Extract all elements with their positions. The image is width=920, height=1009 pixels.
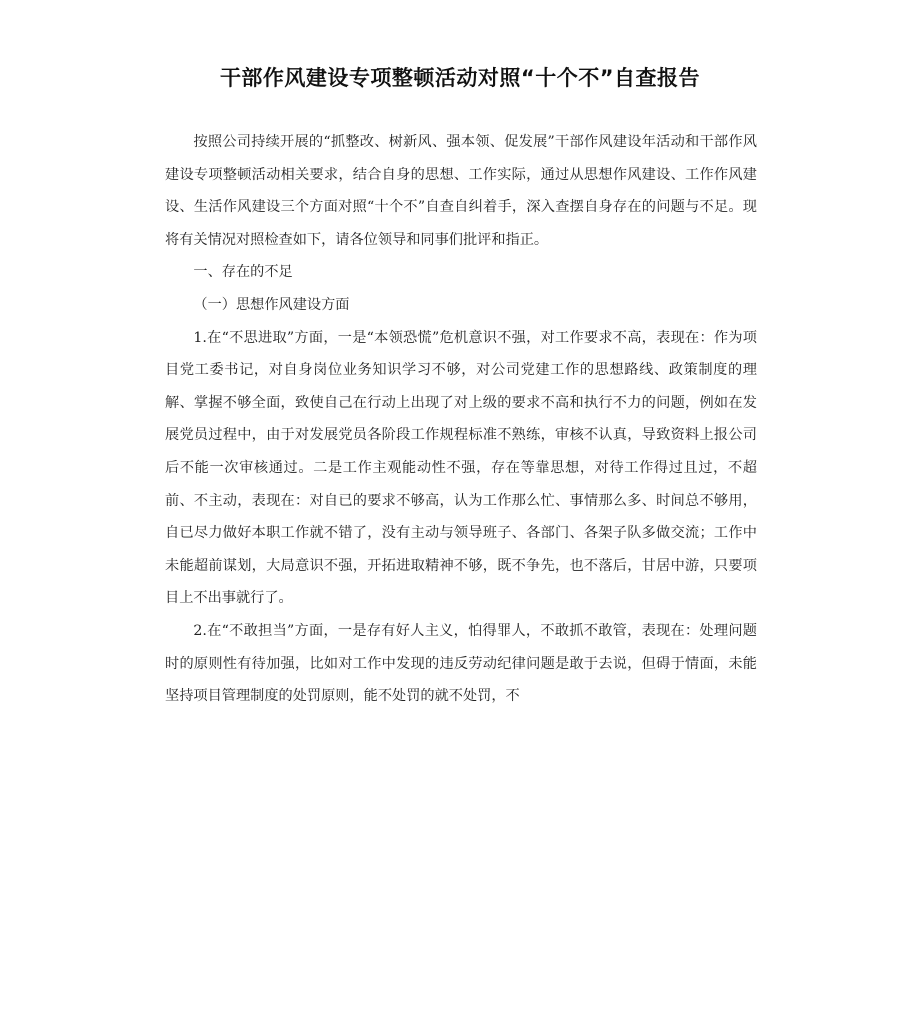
document-title: 干部作风建设专项整顿活动对照“十个不”自查报告	[219, 66, 701, 90]
section-heading: 一、存在的不足	[193, 264, 293, 281]
intro-paragraph: 按照公司持续开展的“抓整改、树新风、强本领、促发展”干部作风建设年活动和干部作风建设专项整顿活动相关要求，结合自身的思想、工作实际，通过从思想作风建设、工作作风建设、生活作风建设三个方面对照“十个不”自查自纠着手，深入查摆自身存在的问题与不足。现将有关情况对照检查如下，请各位领导和同事们批评和指正。	[165, 134, 757, 248]
body-paragraph: 2.在“不敢担当”方面，一是存有好人主义，怕得罪人，不敢抓不敢管，表现在：处理问题时的原则性有待加强，比如对工作中发现的违反劳动纪律问题是敢于去说，但碍于情面，未能坚持项目管理制度的处罚原则，能不处罚的就不处罚，不	[165, 622, 757, 705]
body-paragraph: 1.在“不思进取”方面，一是“本领恐慌”危机意识不强，对工作要求不高，表现在：作为项目党工委书记，对自身岗位业务知识学习不够，对公司党建工作的思想路线、政策制度的理解、掌握不够全面，致使自己在行动上出现了对上级的要求不高和执行不力的问题，例如在发展党员过程中，由于对发展党员各阶段工作规程标准不熟练，审核不认真，导致资料上报公司后不能一次审核通过。二是工作主观能动性不强，存在等靠思想，对待工作得过且过，不超前、不主动，表现在：对自已的要求不够高，认为工作那么忙、事情那么多、时间总不够用，自已尽力做好本职工作就不错了，没有主动与领导班子、各部门、各架子队多做交流；工作中未能超前谋划，大局意识不强，开拓进取精神不够，既不争先，也不落后，甘居中游，只要项目上不出事就行了。	[165, 329, 757, 607]
subsection-heading: （一）思想作风建设方面	[193, 296, 350, 313]
document-body	[165, 126, 757, 713]
